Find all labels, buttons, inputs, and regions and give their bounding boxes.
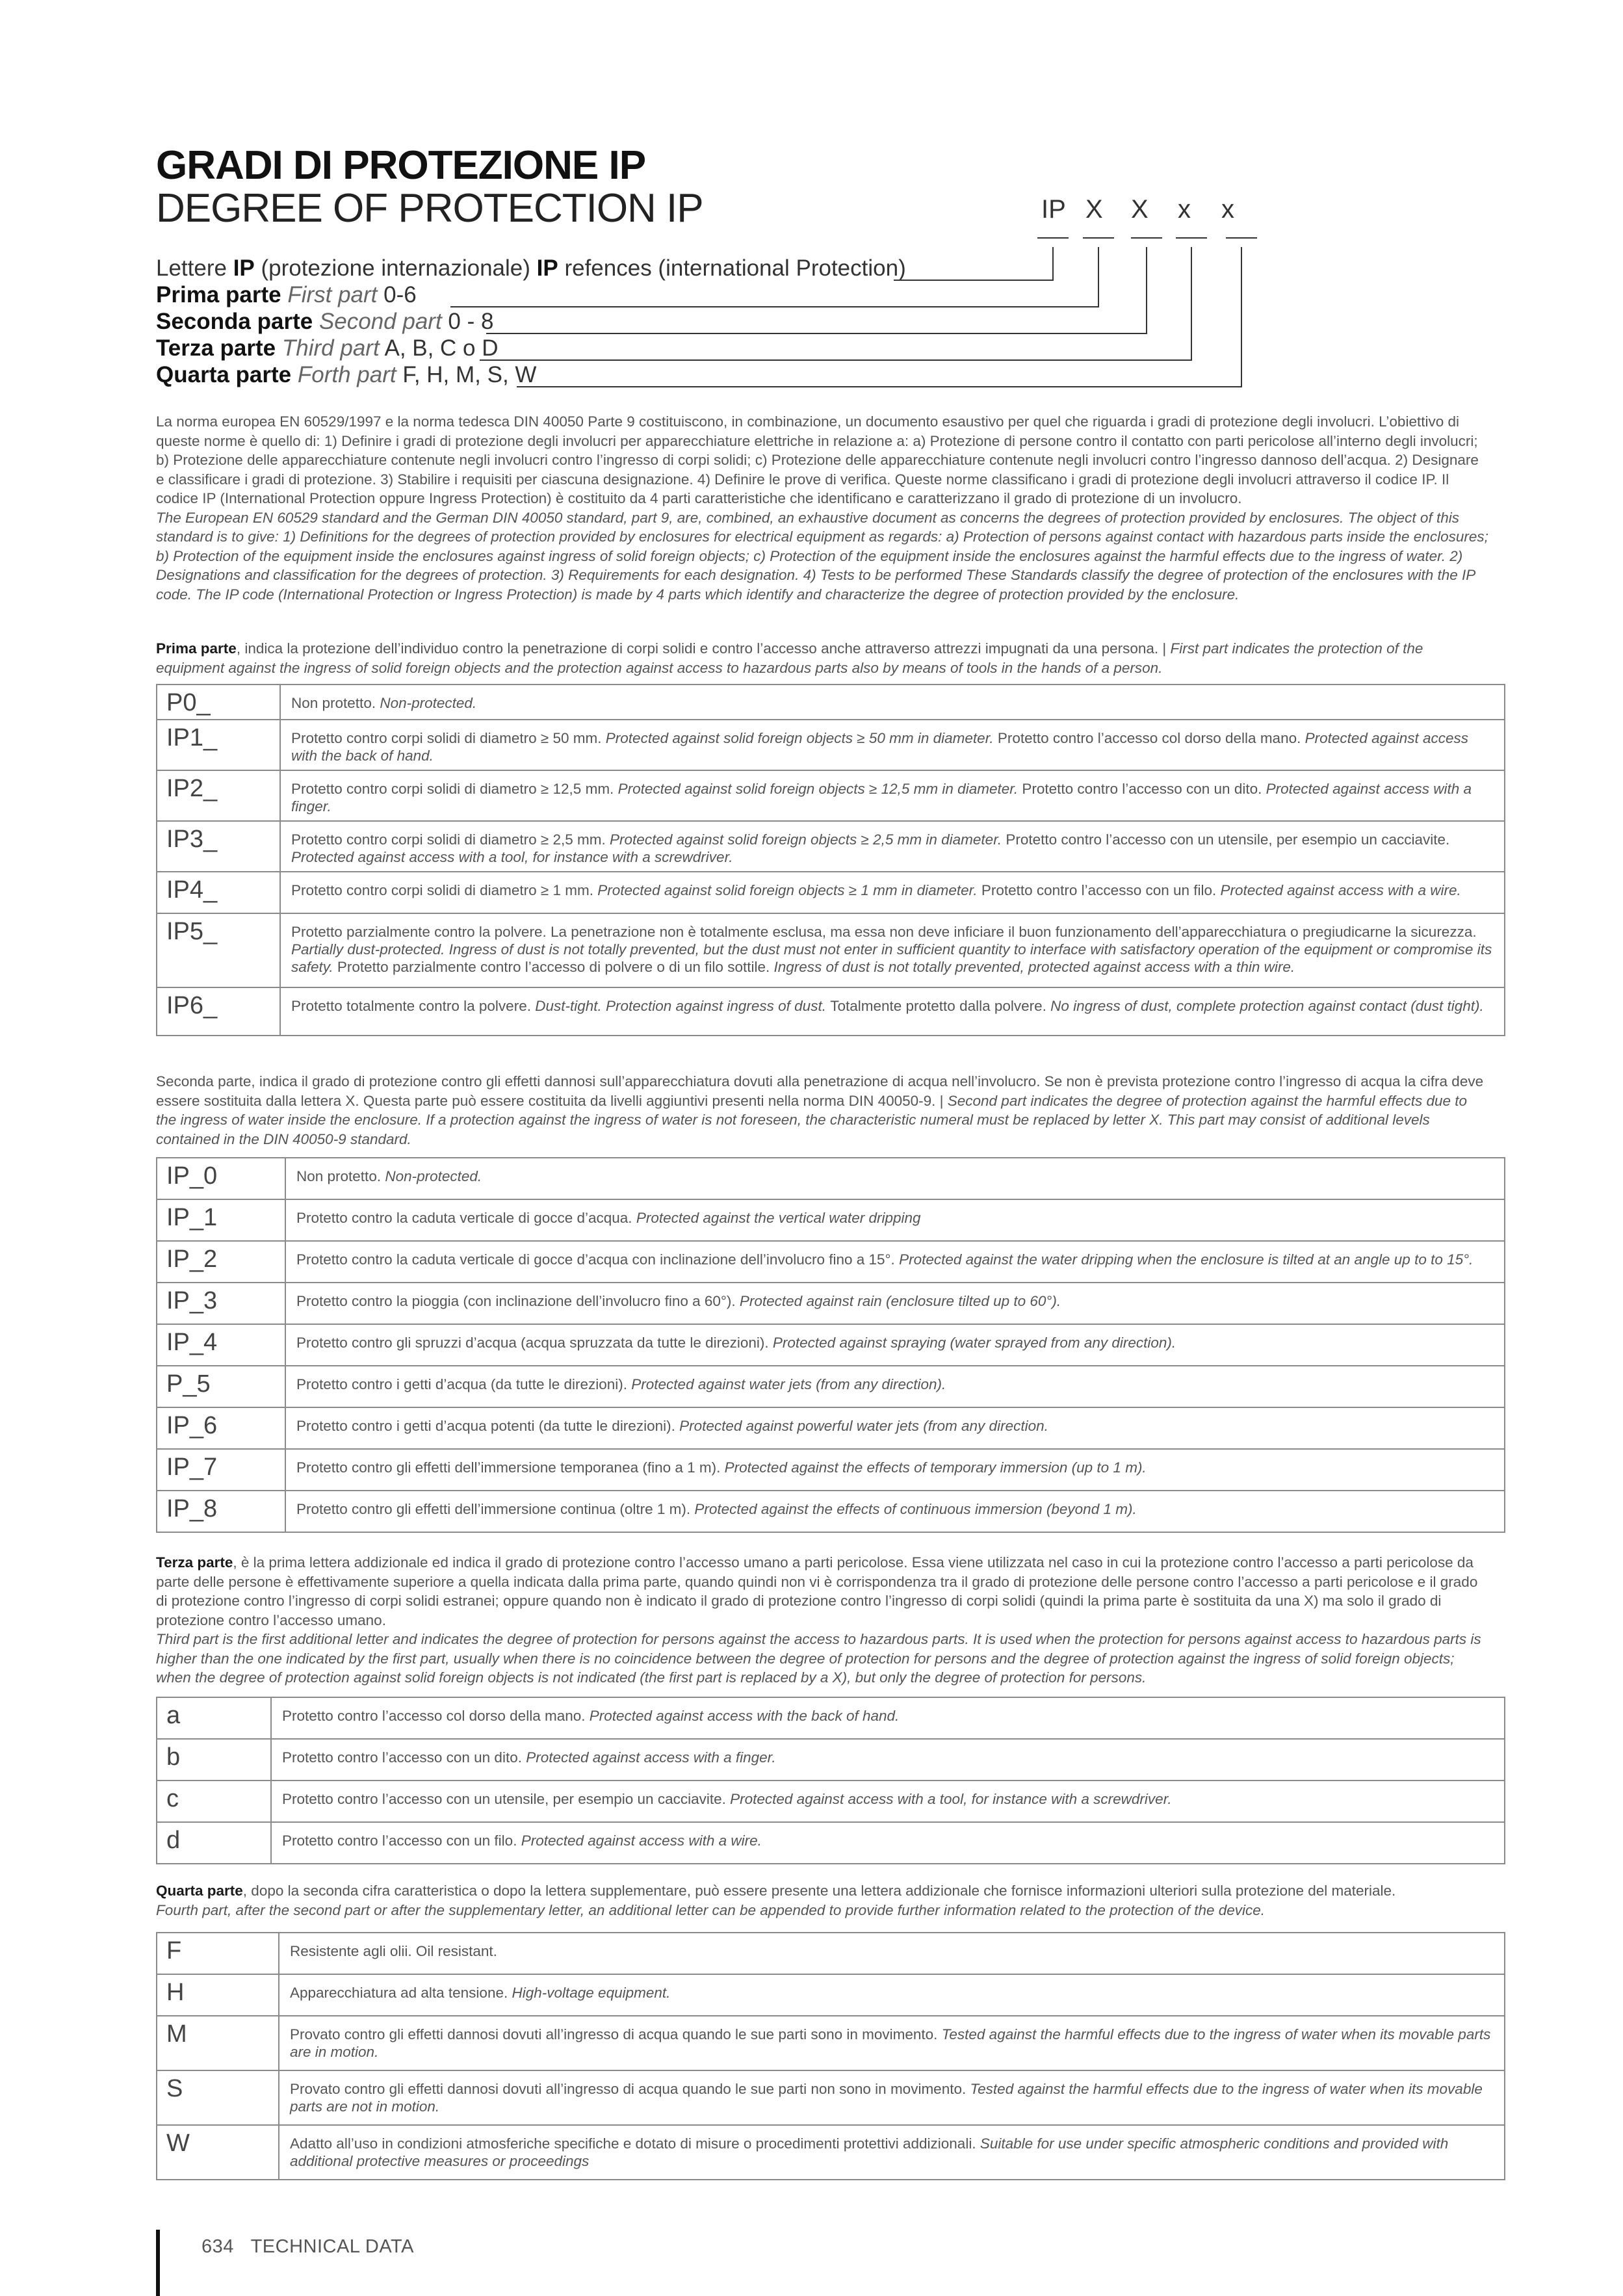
ip-code-letter: X [1131,195,1149,224]
protection-code: c [157,1781,271,1822]
description-italian: Protetto contro la pioggia (con inclinazione dell’involucro fino a 60°). [296,1293,740,1309]
protection-code: S [157,2070,279,2125]
table-row [157,1739,1505,1781]
description-italian: Apparecchiatura ad alta tensione. [290,1985,512,2001]
description-english: Protected against solid foreign objects ≥ 12,5 mm in diameter. [617,781,1022,797]
legend-line-letters: Lettere IP (protezione internazionale) IP refences (international Protection) [156,255,906,281]
description-italian: Protetto contro gli effetti dell’immersione temporanea (fino a 1 m). [296,1459,725,1476]
description-english: Protected against rain (enclosure tilted up to 60°). [739,1293,1061,1309]
intro-paragraph: La norma europea EN 60529/1997 e la norma tedesca DIN 40050 Parte 9 costituiscono, in combinazione, un documento esaustivo per quel che riguarda i gradi di protezione degli involucri. L’obiettivo di queste norme è quello di: 1) Definire i gradi di protezione degli involucri per apparecchiature elettriche in relazione a: a) Protezione di persone contro il contatto con parti pericolose all’interno degli involucri; b) Protezione delle apparecchiature contenute negli involucri contro l’ingresso di corpi solidi; c) Protezione delle apparecchiature contenute negli involucri contro l’ingresso dannoso dell’acqua. 2) Designare e classificare i gradi di protezione. 3) Stabilire i requisiti per ciascuna designazione. 4) Definire le prove di verifica. Queste norme classificano i gradi di protezione degli involucri attraverso il codice IP. Il codice IP (International Protection oppure Ingress Protection) è costituito da 4 parti caratteristiche che identificano e caratterizzano il grado di protezione di un involucro. The European EN 60529 standard and the German DIN 40050 standard, part 9, are, combined, an exhaustive document as concerns the degrees of protection provided by enclosures. The object of this standard is to give: 1) Definitions for the degrees of protection provided by enclosures for electrical equipment as regards: a) Protection of persons against contact with hazardous parts inside the enclosures; b) Protection of the equipment inside the enclosures against ingress of solid foreign objects; c) Protection of the equipment inside the enclosures against the harmful effects due to the ingress of water. 2) Designations and classification for the degrees of protection. 3) Requirements for each designation. 4) Tests to be performed These Standards classify the degree of protection of the enclosures with the IP code. The IP code (International Protection or Ingress Protection) is made by 4 parts which identify and characterize the degree of protection provided by the enclosure. [156,413,1488,603]
protection-code: F [157,1933,279,1974]
protection-code: b [157,1739,271,1781]
description-italian: Protetto contro la caduta verticale di gocce d’acqua. [296,1210,636,1226]
third-part-paragraph: Terza parte, è la prima lettera addizionale ed indica il grado di protezione contro l’accesso umano a parti pericolose. Essa viene utilizzata nel caso in cui la protezione contro l’accesso a parti pericolose da parte delle persone è effettivamente superiore a quella indicata dalla prima parte, quando quindi non vi è corrispondenza tra il grado di protezione delle persone contro l’accesso a parti pericolose e il grado di protezione contro l’ingresso di corpi solidi estranei; oppure quando non è indicato il grado di protezione contro l’ingresso di corpi solidi (quindi la prima parte è sostituita da una X) ma solo il grado di protezione contro l’accesso umano. Third part is the first additional letter and indicates the degree of protection for persons against the access to hazardous parts. It is used when the protection for persons against access to hazardous parts is higher than the one indicated by the first part, usually when there is no coincidence between the degree of protection for persons and the degree of protection against the ingress of solid foreign objects; when the degree of protection against solid foreign objects is not indicated (the first part is replaced by a X), but only the degree of protection for persons. [156,1554,1481,1686]
table-row [157,1822,1505,1864]
fourth-part-paragraph: Quarta parte, dopo la seconda cifra caratteristica o dopo la lettera supplementare, può essere presente una lettera addizionale che fornisce informazioni ulteriori sulla protezione del materiale. Fourth part, after the second part or after the supplementary letter, an additional letter can be appended to provide further information related to the protection of the device. [156,1883,1396,1918]
description-english: Protected against the effects of continuous immersion (beyond 1 m). [694,1501,1137,1517]
table-row [157,1697,1505,1739]
table-row [157,1283,1505,1324]
page-subtitle: DEGREE OF PROTECTION IP [156,186,703,231]
description-italian: Provato contro gli effetti dannosi dovuti all’ingresso di acqua quando le sue parti sono in movimento. [290,2026,942,2042]
description-english: Dust-tight. Protection against ingress of dust. [535,998,831,1014]
description-italian: Protetto contro l’accesso con un filo. [282,1833,521,1849]
description-italian: Protetto contro gli spruzzi d’acqua (acqua spruzzata da tutte le direzioni). [296,1335,773,1351]
description-english: High-voltage equipment. [512,1985,671,2001]
protection-code: IP_7 [157,1449,285,1491]
description-italian: Protetto contro corpi solidi di diametro ≥ 2,5 mm. [291,831,610,848]
footer-label: TECHNICAL DATA [250,2236,414,2257]
description-english: Non-protected. [385,1168,482,1184]
protection-description [280,987,1505,1036]
description-english: Protected against solid foreign objects ≥ 2,5 mm in diameter. [610,831,1006,848]
protection-description [285,1283,1505,1324]
protection-code: IP4_ [157,872,280,913]
table-row [157,2070,1505,2125]
protection-description [279,1933,1505,1974]
description-italian: Protetto parzialmente contro la polvere. La penetrazione non è totalmente esclusa, ma essa non deve inficiare il buon funzionamento dell’apparecchiatura o pregiudicarne la sicurezza. [291,924,1477,940]
description-english: Protected against spraying (water sprayed from any direction). [772,1335,1176,1351]
description-english: Protected against the effects of temporary immersion (up to 1 m). [724,1459,1147,1476]
table-row [157,1158,1505,1199]
protection-code: IP_2 [157,1241,285,1283]
protection-description [279,1974,1505,2016]
description-italian: Protetto contro gli effetti dell’immersione continua (oltre 1 m). [296,1501,695,1517]
description-italian: Protetto contro la caduta verticale di gocce d’acqua con inclinazione dell’involucro fino a 15°. [296,1251,900,1268]
table-row [157,1781,1505,1822]
description-english: Protected against access with a finger. [291,781,1472,815]
description-italian: Protetto contro i getti d’acqua (da tutte le direzioni). [296,1376,632,1392]
protection-description [285,1366,1505,1407]
description-italian: Protetto contro l’accesso con un utensile, per esempio un cacciavite. [1006,831,1450,848]
ip-code-letter: X [1085,195,1103,224]
protection-description [285,1199,1505,1241]
table-row [157,1407,1505,1449]
second-part-paragraph: Seconda parte, indica il grado di protezione contro gli effetti dannosi sull’apparecchiatura dovuti alla penetrazione di acqua nell’involucro. Se non è prevista protezione contro l’ingresso di acqua la cifra deve essere sostituita dalla lettera X. Questa parte può essere costituita da livelli aggiuntivi presenti nella norma DIN 40050-9. | Second part indicates the degree of protection against the harmful effects due to the ingress of water inside the enclosure. If a protection against the ingress of water is not foreseen, the characteristic numeral must be replaced by letter X. This part may consist of additional levels contained in the DIN 40050-9 standard. [156,1073,1484,1147]
description-english: Protected against access with the back of hand. [589,1708,900,1724]
description-english: Protected against access with a tool, for instance with a screwdriver. [291,849,733,865]
table-row [157,1933,1505,1974]
protection-description [285,1324,1505,1366]
description-italian: Totalmente protetto dalla polvere. [830,998,1051,1014]
protection-code: IP6_ [157,987,280,1036]
description-english: Partially dust-protected. Ingress of dust is not totally prevented, but the dust must not enter in sufficient quantity to interface with satisfactory operation of the equipment or compromise its safety. [291,941,1492,975]
ip-code-letter: IP [1041,195,1066,224]
table-row [157,1324,1505,1366]
legend-line-fourth: Quarta parte Forth part F, H, M, S, W [156,362,537,387]
protection-code: W [157,2125,279,2180]
table-row [157,685,1505,720]
description-italian: Protetto contro corpi solidi di diametro ≥ 50 mm. [291,730,606,746]
description-english: Non-protected. [380,695,477,711]
description-italian: Protetto contro l’accesso con un dito. [282,1749,526,1766]
protection-description [279,2070,1505,2125]
description-italian: Non protetto. [296,1168,385,1184]
table-row [157,1449,1505,1491]
legend-line-second: Seconda parte Second part 0 - 8 [156,309,494,334]
description-italian: Protetto parzialmente contro l’accesso di polvere o di un filo sottile. [337,959,774,975]
description-english: Ingress of dust is not totally prevented, protected against access with a thin wire. [773,959,1295,975]
first-part-table [156,684,1505,1036]
description-italian: Protetto totalmente contro la polvere. [291,998,536,1014]
protection-code: d [157,1822,271,1864]
table-row [157,1241,1505,1283]
page-title: GRADI DI PROTEZIONE IP [156,143,646,188]
protection-description [279,2016,1505,2070]
description-italian: Adatto all’uso in condizioni atmosferiche specifiche e dotato di misure o procedimenti protettivi addizionali. [290,2135,980,2152]
protection-description [280,685,1505,720]
description-italian: Protetto contro corpi solidi di diametro ≥ 1 mm. [291,882,598,898]
protection-code: IP_1 [157,1199,285,1241]
description-english: Protected against the vertical water dripping [636,1210,921,1226]
table-row [157,1199,1505,1241]
protection-description [271,1697,1505,1739]
ip-legend [156,255,906,388]
protection-description [280,720,1505,770]
description-english: Tested against the harmful effects due to the ingress of water when its movable parts are not in motion. [290,2081,1483,2115]
description-english: Suitable for use under specific atmospheric conditions and provided with additional protective measures or proceedings [290,2135,1449,2169]
protection-code: IP_8 [157,1491,285,1532]
third-part-table [156,1697,1505,1864]
table-row [157,2016,1505,2070]
description-italian: Resistente agli olii. Oil resistant. [290,1943,497,1959]
protection-description [285,1491,1505,1532]
description-english: Protected against solid foreign objects ≥ 1 mm in diameter. [597,882,981,898]
description-english: Protected against water jets (from any direction). [631,1376,946,1392]
protection-description [271,1739,1505,1781]
footer-text [201,2236,414,2258]
protection-code: IP_6 [157,1407,285,1449]
description-italian: Protetto contro l’accesso con un utensile, per esempio un cacciavite. [282,1791,731,1807]
protection-description [285,1158,1505,1199]
protection-description [285,1407,1505,1449]
protection-description [271,1822,1505,1864]
description-italian: Non protetto. [291,695,380,711]
protection-code: H [157,1974,279,2016]
table-row [157,1974,1505,2016]
description-english: Tested against the harmful effects due to the ingress of water when its movable parts are in motion. [290,2026,1491,2060]
description-english: Protected against powerful water jets (from any direction. [679,1418,1048,1434]
description-english: Protected against access with a finger. [526,1749,776,1766]
protection-description [279,2125,1505,2180]
description-italian: Protetto contro i getti d’acqua potenti (da tutte le direzioni). [296,1418,680,1434]
description-italian: Protetto contro l’accesso col dorso della mano. [282,1708,590,1724]
protection-description [285,1241,1505,1283]
table-row [157,720,1505,770]
page-number: 634 [201,2236,234,2257]
protection-code: IP5_ [157,913,280,987]
description-italian: Provato contro gli effetti dannosi dovuti all’ingresso di acqua quando le sue parti non sono in movimento. [290,2081,970,2097]
description-english: Protected against access with the back of hand. [291,730,1468,764]
table-row [157,1366,1505,1407]
protection-code: P0_ [157,685,280,720]
description-english: Protected against the water dripping when the enclosure is tilted at an angle up to to 15°. [899,1251,1474,1268]
first-part-paragraph: Prima parte, indica la protezione dell’individuo contro la penetrazione di corpi solidi e contro l’accesso anche attraverso attrezzi impugnati da una persona. | First part indicates the protection of the equipment against the ingress of solid foreign objects and the protection against access to hazardous parts also by means of tools in the hands of a person. [156,640,1423,676]
legend-line-third: Terza parte Third part A, B, C o D [156,335,499,361]
description-english: Protected against access with a wire. [1220,882,1461,898]
description-italian: Protetto contro corpi solidi di diametro ≥ 12,5 mm. [291,781,618,797]
protection-code: IP_4 [157,1324,285,1366]
protection-description [280,872,1505,913]
second-part-table [156,1157,1505,1533]
legend-line-first: Prima parte First part 0-6 [156,282,417,307]
protection-code: a [157,1697,271,1739]
description-italian: Protetto contro l’accesso con un dito. [1022,781,1266,797]
fourth-part-table [156,1932,1505,2180]
table-row [157,2125,1505,2180]
ip-code-letter: x [1221,195,1234,224]
protection-description [280,821,1505,872]
protection-code: M [157,2016,279,2070]
table-row [157,913,1505,987]
description-english: Protected against access with a wire. [521,1833,762,1849]
protection-code: P_5 [157,1366,285,1407]
ip-code-letter: x [1178,195,1191,224]
table-row [157,1491,1505,1532]
protection-code: IP2_ [157,770,280,821]
protection-code: IP3_ [157,821,280,872]
description-english: Protected against solid foreign objects ≥ 50 mm in diameter. [605,730,998,746]
table-row [157,821,1505,872]
description-italian: Protetto contro l’accesso col dorso della mano. [997,730,1305,746]
footer-bar [156,2230,160,2296]
protection-code: IP_3 [157,1283,285,1324]
protection-code: IP_0 [157,1158,285,1199]
protection-description [285,1449,1505,1491]
table-row [157,987,1505,1036]
table-row [157,770,1505,821]
protection-description [280,913,1505,987]
protection-description [271,1781,1505,1822]
table-row [157,872,1505,913]
description-english: Protected against access with a tool, for instance with a screwdriver. [730,1791,1172,1807]
description-english: No ingress of dust, complete protection against contact (dust tight). [1050,998,1484,1014]
protection-description [280,770,1505,821]
description-italian: Protetto contro l’accesso con un filo. [981,882,1221,898]
protection-code: IP1_ [157,720,280,770]
